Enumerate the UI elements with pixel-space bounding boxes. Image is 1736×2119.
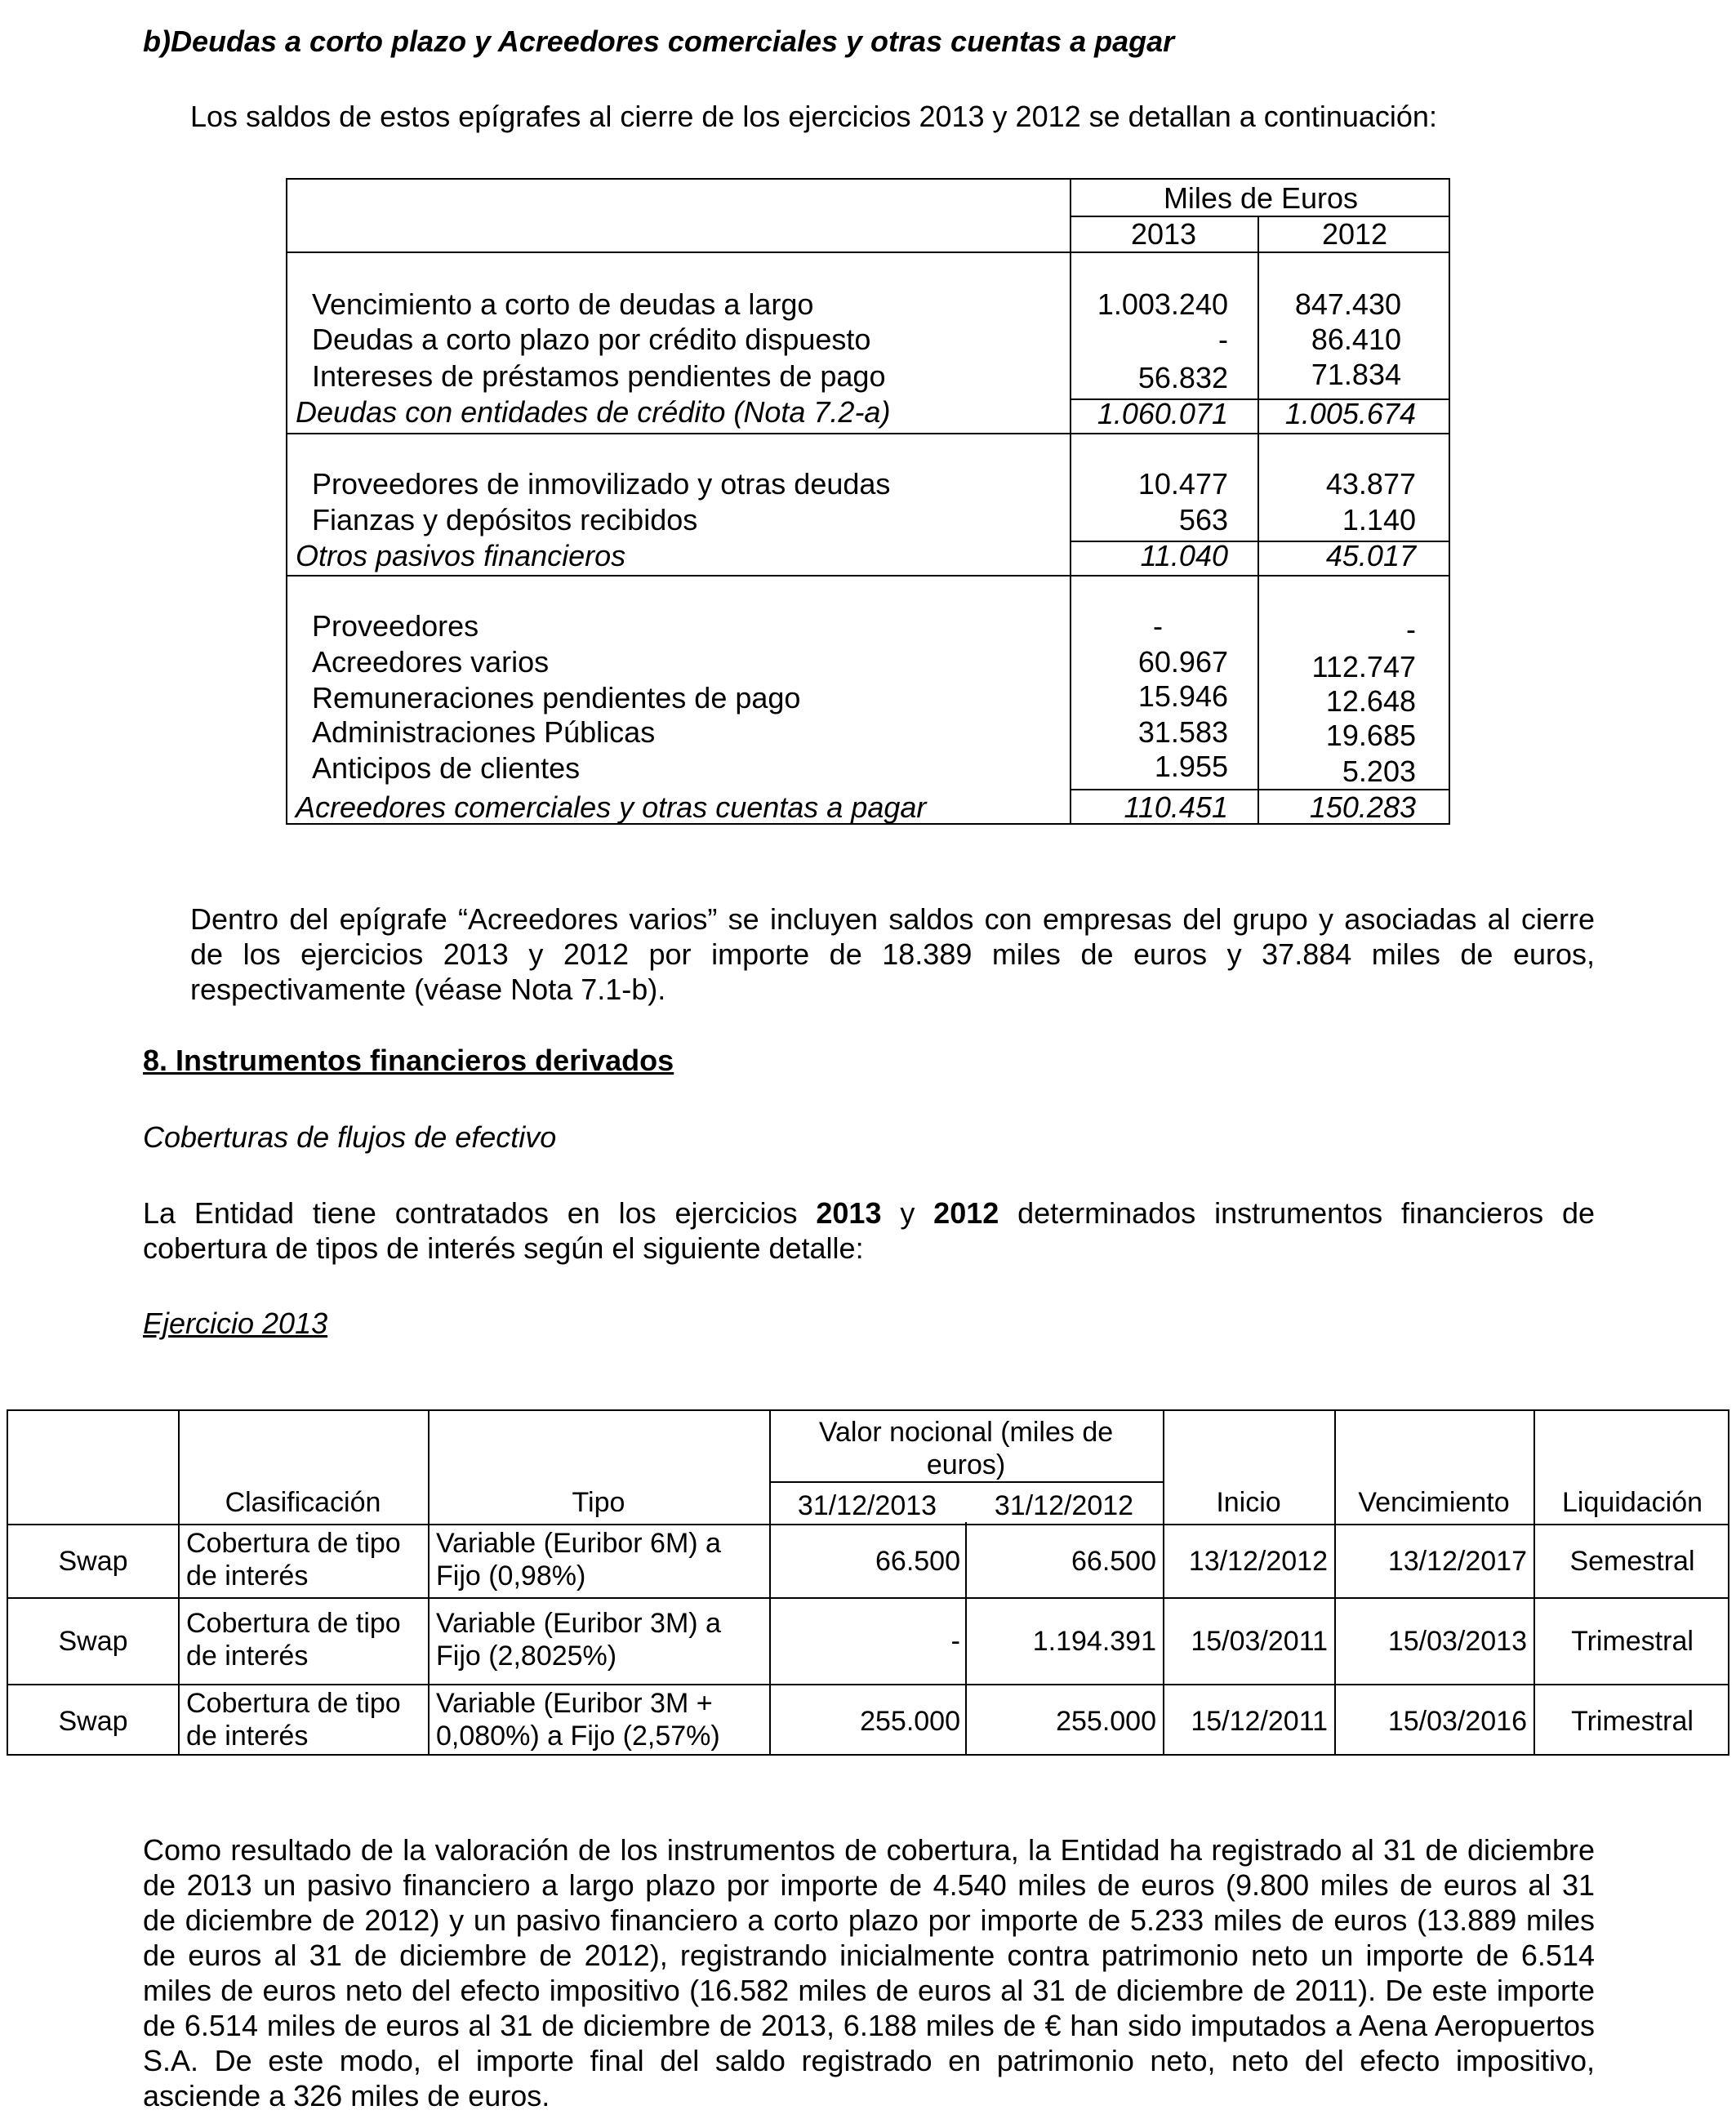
row-value-2012: 66.500 [1071,1546,1156,1577]
row-value-2013: 255.000 [860,1706,960,1737]
header-2013: 2013 [1130,217,1197,251]
row-value-2012: 12.648 [1325,684,1416,718]
header-valor-nocional: Valor nocional (miles de [818,1417,1114,1448]
paragraph-line: de 2013 un pasivo financiero a largo plazo por importe de 4.540 miles de euros (9.800 miles de euros al 31 [143,1868,1595,1902]
derivatives-table [7,1409,1729,1756]
row-instrument: Swap [58,1706,128,1737]
row-value-2013: 56.832 [1137,361,1228,394]
row-value-2012: 86.410 [1311,323,1401,356]
row-clasificacion: de interés [186,1560,309,1591]
intro-text: Los saldos de estos epígrafes al cierre de los ejercicios 2013 y 2012 se detallan a continuación: [190,100,1437,133]
section-heading-8: 8. Instrumentos financieros derivados [143,1044,674,1077]
row-vencimiento: 15/03/2013 [1387,1626,1527,1657]
row-inicio: 15/03/2011 [1191,1626,1328,1657]
header-inicio: Inicio [1216,1487,1281,1518]
row-tipo: Fijo (2,8025%) [436,1640,617,1672]
row-label: Anticipos de clientes [312,751,581,785]
subtotal-2012: 1.005.674 [1284,397,1416,430]
row-label: Vencimiento a corto de deudas a largo [312,287,814,321]
header-tipo: Tipo [572,1487,625,1518]
row-value-2013: 31.583 [1137,715,1228,749]
row-clasificacion: Cobertura de tipo [186,1688,401,1719]
row-inicio: 15/12/2011 [1191,1706,1328,1737]
row-label: Proveedores de inmovilizado y otras deudas [312,467,891,501]
row-liquidacion: Trimestral [1571,1706,1694,1737]
row-value-2013: 10.477 [1137,467,1228,501]
row-label: Intereses de préstamos pendientes de pago [312,359,886,393]
subsection-coberturas: Coberturas de flujos de efectivo [143,1120,557,1154]
row-instrument: Swap [58,1546,128,1577]
header-vencimiento: Vencimiento [1358,1487,1510,1518]
row-value-2013: - [1153,609,1163,643]
paragraph-instrumentos [143,1195,1595,1266]
subtotal-2013: 11.040 [1140,539,1228,572]
row-liquidacion: Semestral [1569,1546,1695,1577]
header-miles-euros: Miles de Euros [1163,181,1359,215]
row-value-2012: 1.140 [1342,503,1416,536]
paragraph-line: Dentro del epígrafe “Acreedores varios” se incluyen saldos con empresas del grupo y asociadas al cierre [190,902,1595,936]
section-heading-b: b)Deudas a corto plazo y Acreedores comerciales y otras cuentas a pagar [143,24,1175,58]
row-tipo: 0,080%) a Fijo (2,57%) [436,1721,720,1752]
row-vencimiento: 15/03/2016 [1387,1706,1527,1737]
row-inicio: 13/12/2012 [1188,1546,1328,1577]
row-vencimiento: 13/12/2017 [1387,1546,1527,1577]
row-clasificacion: Cobertura de tipo [186,1528,401,1559]
row-value-2013: - [1218,323,1228,356]
row-label: Acreedores varios [312,645,550,679]
paragraph-line: Como resultado de la valoración de los instrumentos de cobertura, la Entidad ha registrado al 31 de diciembre [143,1833,1595,1867]
row-value-2012: - [1406,612,1416,646]
row-tipo: Fijo (0,98%) [436,1560,586,1591]
row-clasificacion: de interés [186,1640,309,1672]
row-value-2013: 66.500 [875,1546,960,1577]
row-label: Administraciones Públicas [312,715,656,749]
row-value-2012: 5.203 [1342,755,1416,788]
paragraph-line: de los ejercicios 2013 y 2012 por importe de 18.389 miles de euros y 37.884 miles de euros, [190,937,1595,971]
paragraph-valoracion [143,1832,1595,2113]
header-date-2012: 31/12/2012 [994,1490,1134,1521]
subtotal-2012: 45.017 [1325,539,1416,572]
paragraph-line: de euros al 31 de diciembre de 2012), registrando inicialmente contra patrimonio neto un importe de 6.514 [143,1939,1595,1972]
header-valor-nocional-unit: euros) [926,1449,1006,1480]
row-value-2013: - [950,1626,960,1657]
row-liquidacion: Trimestral [1571,1626,1694,1657]
paragraph-line: cobertura de tipos de interés según el siguiente detalle: [143,1231,864,1265]
row-clasificacion: de interés [186,1721,309,1752]
row-tipo: Variable (Euribor 3M + [436,1688,713,1719]
total-label: Acreedores comerciales y otras cuentas a pagar [296,790,927,824]
row-instrument: Swap [58,1626,128,1657]
row-value-2013: 563 [1178,503,1228,536]
row-label: Remuneraciones pendientes de pago [312,681,801,714]
header-liquidacion: Liquidación [1561,1487,1703,1518]
row-value-2012: 71.834 [1311,358,1401,391]
paragraph-line: respectivamente (véase Nota 7.1-b). [190,973,666,1006]
subtotal-label: Deudas con entidades de crédito (Nota 7.2-a) [296,395,891,429]
paragraph-line: S.A. De este modo, el importe final del saldo registrado en patrimonio neto, neto del efecto impositivo, [143,2044,1595,2077]
row-clasificacion: Cobertura de tipo [186,1608,401,1639]
row-value-2012: 255.000 [1056,1706,1156,1737]
header-date-2013: 31/12/2013 [797,1490,937,1521]
header-clasificacion: Clasificación [225,1487,381,1518]
row-value-2013: 15.946 [1137,679,1228,713]
paragraph-line: miles de euros neto del efecto impositivo (16.582 miles de euros al 31 de diciembre de 2011). De este importe [143,1974,1595,2007]
row-value-2012: 1.194.391 [1032,1626,1156,1657]
paragraph-line: de 6.514 miles de euros al 31 de diciembre de 2013, 6.188 miles de € han sido imputados a Aena Aeropuertos [143,2009,1595,2042]
total-2012: 150.283 [1309,790,1416,824]
subtotal-label: Otros pasivos financieros [296,539,626,572]
paragraph-acreedores [190,901,1595,1007]
row-value-2013: 60.967 [1137,645,1228,679]
row-value-2012: 43.877 [1325,467,1416,501]
row-value-2013: 1.955 [1154,750,1228,783]
balances-table [286,178,1450,825]
row-value-2012: 112.747 [1311,650,1416,683]
row-value-2013: 1.003.240 [1097,287,1228,321]
row-label: Fianzas y depósitos recibidos [312,503,698,536]
header-2012: 2012 [1321,217,1388,251]
row-value-2012: 847.430 [1294,287,1401,321]
row-label: Proveedores [312,609,479,643]
row-tipo: Variable (Euribor 3M) a [436,1608,721,1639]
paragraph-line: La Entidad tiene contratados en los ejercicios 2013 y 2012 determinados instrumentos financieros de [143,1196,1596,1230]
paragraph-line: de diciembre de 2012) y un pasivo financiero a corto plazo por importe de 5.233 miles de euros (13.889 miles [143,1903,1595,1937]
row-tipo: Variable (Euribor 6M) a [436,1528,721,1559]
total-2013: 110.451 [1124,790,1228,824]
paragraph-line: asciende a 326 miles de euros. [143,2079,550,2112]
subtotal-2013: 1.060.071 [1097,397,1228,430]
row-value-2012: 19.685 [1325,719,1416,752]
row-label: Deudas a corto plazo por crédito dispuesto [312,323,871,356]
ejercicio-2013-heading: Ejercicio 2013 [143,1307,328,1340]
